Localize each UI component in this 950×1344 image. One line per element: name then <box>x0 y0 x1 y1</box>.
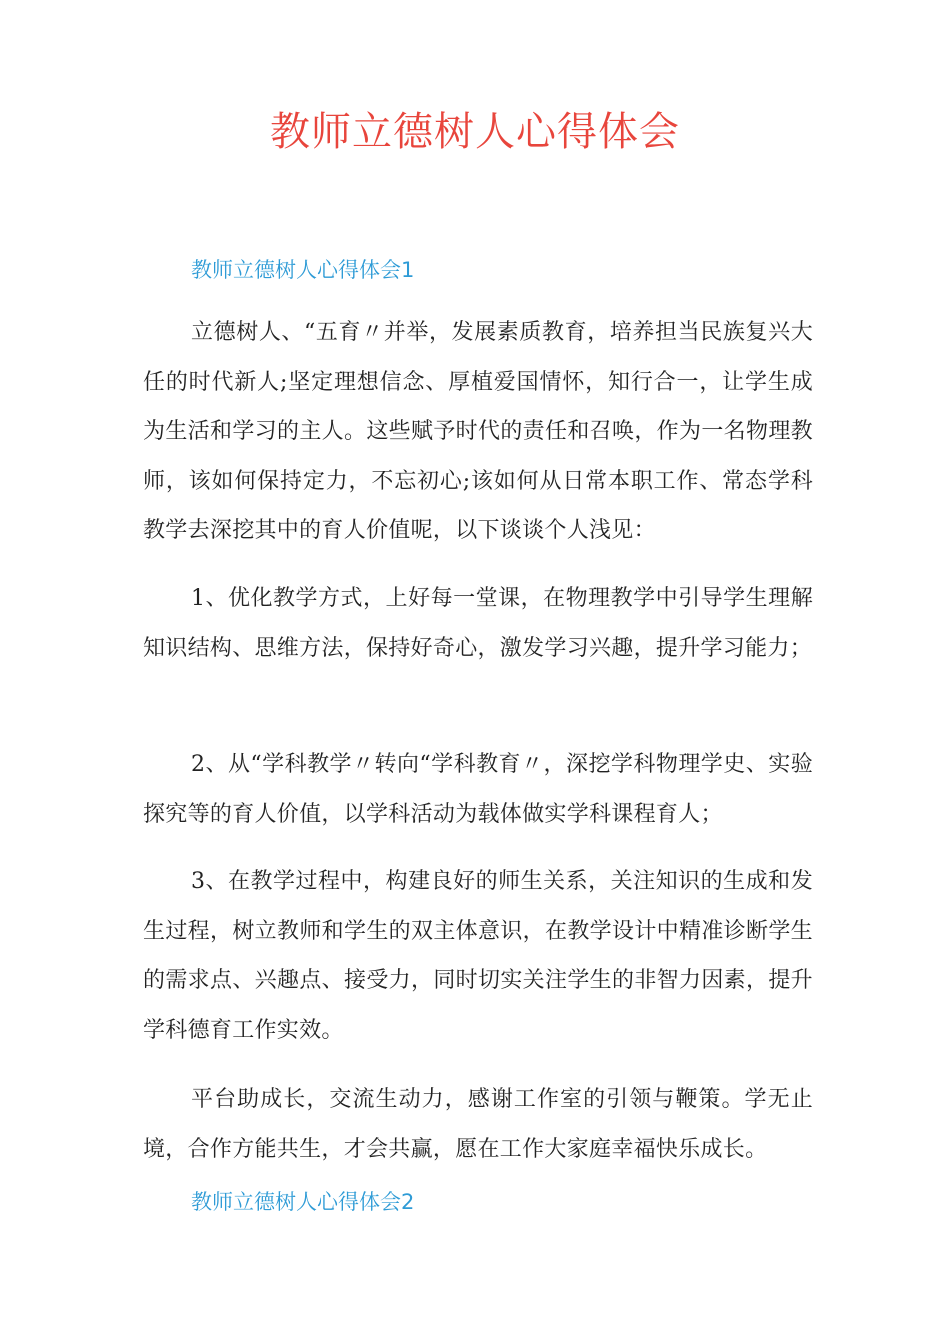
paragraph-intro: 立德树人、“五育〃并举，发展素质教育，培养担当民族复兴大任的时代新人;坚定理想信念、厚植爱国情怀，知行合一，让学生成为生活和学习的主人。这些赋予时代的责任和召唤，作为一名物理教师，该如何保持定力，不忘初心;该如何从日常本职工作、常态学科教学去深挖其中的育人价值呢，以下谈谈个人浅见： <box>143 320 813 543</box>
paragraph-point-2: 2、从“学科教学〃转向“学科教育〃，深挖学科物理学史、实验探究等的育人价值，以学科活动为载体做实学科课程育人； <box>143 752 813 827</box>
paragraph-point-1: 1、优化教学方式，上好每一堂课，在物理教学中引导学生理解知识结构、思维方法，保持好奇心，激发学习兴趣，提升学习能力； <box>143 586 813 661</box>
section-heading-2: 教师立德树人心得体会2 <box>191 1190 415 1214</box>
paragraph-closing: 平台助成长，交流生动力，感谢工作室的引领与鞭策。学无止境，合作方能共生，才会共赢，愿在工作大家庭幸福快乐成长。 <box>143 1087 813 1162</box>
paragraph-point-3: 3、在教学过程中，构建良好的师生关系，关注知识的生成和发生过程，树立教师和学生的双主体意识，在教学设计中精准诊断学生的需求点、兴趣点、接受力，同时切实关注学生的非智力因素，提升学科德育工作实效。 <box>143 869 813 1043</box>
section-heading-1: 教师立德树人心得体会1 <box>191 258 415 282</box>
document-title: 教师立德树人心得体会 <box>270 109 680 155</box>
